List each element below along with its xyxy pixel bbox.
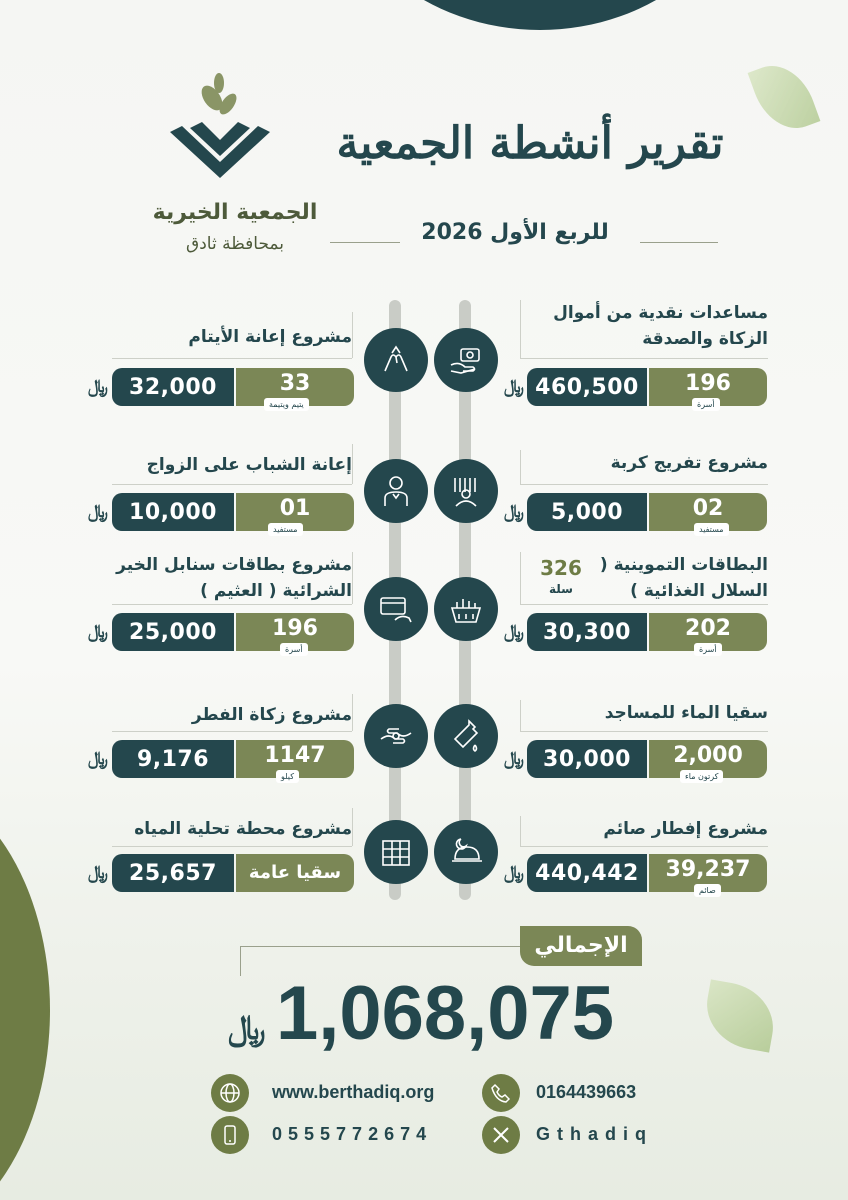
activity-unit: مستفيد: [268, 523, 303, 536]
activity-label: إعانة الشباب على الزواج: [146, 455, 352, 475]
phone-number[interactable]: 0164439663: [536, 1082, 637, 1102]
row-bracket: [520, 700, 521, 731]
row-bracket: [352, 552, 353, 604]
divider: [330, 242, 400, 243]
row-underline: [112, 731, 352, 732]
groom-icon: [364, 459, 428, 523]
activity-amount: 440,442: [527, 854, 647, 892]
activity-label: مشروع تفريج كربة: [610, 453, 768, 473]
activity-amount: 460,500: [527, 368, 647, 406]
website-link[interactable]: www.berthadiq.org: [272, 1082, 435, 1102]
total-label: الإجمالي: [520, 926, 642, 966]
activity-count: 196: [649, 368, 767, 406]
activity-label: مشروع بطاقات سنابل الخير الشرائية ( العثيم ): [116, 555, 352, 601]
org-name: الجمعية الخيرية: [152, 200, 318, 225]
row-bracket: [520, 300, 521, 358]
mobile-number[interactable]: 0555772674: [272, 1124, 433, 1144]
row-bracket: [520, 552, 521, 604]
iftar-meal-icon: [434, 820, 498, 884]
activity-amount: 32,000: [112, 368, 234, 406]
divider: [640, 242, 718, 243]
row-underline: [520, 604, 768, 605]
currency-symbol: ﷼: [88, 376, 108, 397]
logo-mark-icon: [150, 70, 320, 195]
currency-symbol: ﷼: [504, 748, 524, 769]
activity-amount: 30,300: [527, 613, 647, 651]
row-bracket: [352, 312, 353, 358]
row-bracket: [520, 450, 521, 484]
activity-label: مشروع زكاة الفطر: [191, 705, 352, 725]
decorative-top-arc: [330, 0, 750, 30]
activity-label: البطاقات التموينية ( السلال الغذائية ): [599, 555, 768, 601]
activity-count: 02: [649, 493, 767, 531]
currency-symbol: ﷼: [504, 862, 524, 883]
activity-unit: كيلو: [276, 770, 299, 783]
twitter-handle[interactable]: Gthadiq: [536, 1124, 653, 1144]
activity-amount: 25,657: [112, 854, 234, 892]
basket-unit: سلة: [549, 582, 573, 596]
leaf-decoration: [700, 979, 780, 1052]
row-underline: [520, 846, 768, 847]
activity-unit: أسرة: [694, 643, 722, 656]
currency-symbol: ﷼: [504, 376, 524, 397]
activity-count: 202: [649, 613, 767, 651]
currency-symbol: ﷼: [88, 862, 108, 883]
cash-hands-icon: [434, 328, 498, 392]
org-location: بمحافظة ثادق: [186, 234, 284, 254]
activity-count: 33: [236, 368, 354, 406]
activity-amount: 30,000: [527, 740, 647, 778]
total-value: 1,068,075: [275, 971, 615, 1056]
activity-label: مشروع إفطار صائم: [603, 819, 768, 839]
activity-count: سقيا عامة: [236, 854, 354, 892]
activity-count: 2,000: [649, 740, 767, 778]
row-underline: [112, 484, 352, 485]
row-bracket: [352, 444, 353, 484]
total-line: [240, 946, 520, 947]
activity-label: مشروع إعانة الأيتام: [188, 327, 352, 347]
caring-hands-icon: [364, 328, 428, 392]
row-bracket: [520, 816, 521, 846]
activity-unit: يتيم ويتيمة: [264, 398, 309, 411]
leaf-decoration: [748, 55, 821, 139]
activity-count: 01: [236, 493, 354, 531]
decorative-left-shape: [0, 780, 50, 1200]
row-bracket: [352, 808, 353, 846]
activity-amount: 10,000: [112, 493, 234, 531]
globe-icon: [211, 1074, 249, 1112]
currency-symbol: ﷼: [504, 621, 524, 642]
row-bracket: [352, 694, 353, 731]
activity-count: 39,237: [649, 854, 767, 892]
org-logo: [150, 70, 320, 260]
activity-count: 196: [236, 613, 354, 651]
x-twitter-icon: [482, 1116, 520, 1154]
activity-label: مساعدات نقدية من أموال الزكاة والصدقة: [553, 303, 768, 349]
currency-symbol: ﷼: [228, 1008, 266, 1048]
total-line: [240, 946, 241, 976]
currency-symbol: ﷼: [504, 501, 524, 522]
grain-hands-icon: [364, 704, 428, 768]
food-basket-icon: [434, 577, 498, 641]
water-bottle-icon: [434, 704, 498, 768]
currency-symbol: ﷼: [88, 621, 108, 642]
freed-prisoner-icon: [434, 459, 498, 523]
water-station-icon: [364, 820, 428, 884]
basket-count: 326: [540, 556, 582, 580]
page-title: تقرير أنشطة الجمعية: [336, 118, 724, 169]
activity-label: مشروع محطة تحلية المياه: [134, 819, 352, 839]
page-subtitle: للربع الأول 2026: [421, 220, 609, 245]
row-underline: [520, 731, 768, 732]
row-underline: [112, 846, 352, 847]
activity-amount: 25,000: [112, 613, 234, 651]
activity-unit: صائم: [694, 884, 721, 897]
mobile-icon: [211, 1116, 249, 1154]
currency-symbol: ﷼: [88, 501, 108, 522]
currency-symbol: ﷼: [88, 748, 108, 769]
activity-amount: 9,176: [112, 740, 234, 778]
row-underline: [520, 358, 768, 359]
phone-icon: [482, 1074, 520, 1112]
activity-unit: كرتون ماء: [680, 770, 723, 783]
row-underline: [520, 484, 768, 485]
row-underline: [112, 358, 352, 359]
activity-count: 1147: [236, 740, 354, 778]
activity-unit: أسرة: [692, 398, 720, 411]
activity-unit: أسرة: [280, 643, 308, 656]
row-underline: [112, 604, 352, 605]
shopping-card-icon: [364, 577, 428, 641]
activity-amount: 5,000: [527, 493, 647, 531]
activity-unit: مستفيد: [694, 523, 729, 536]
activity-label: سقيا الماء للمساجد: [604, 703, 768, 723]
